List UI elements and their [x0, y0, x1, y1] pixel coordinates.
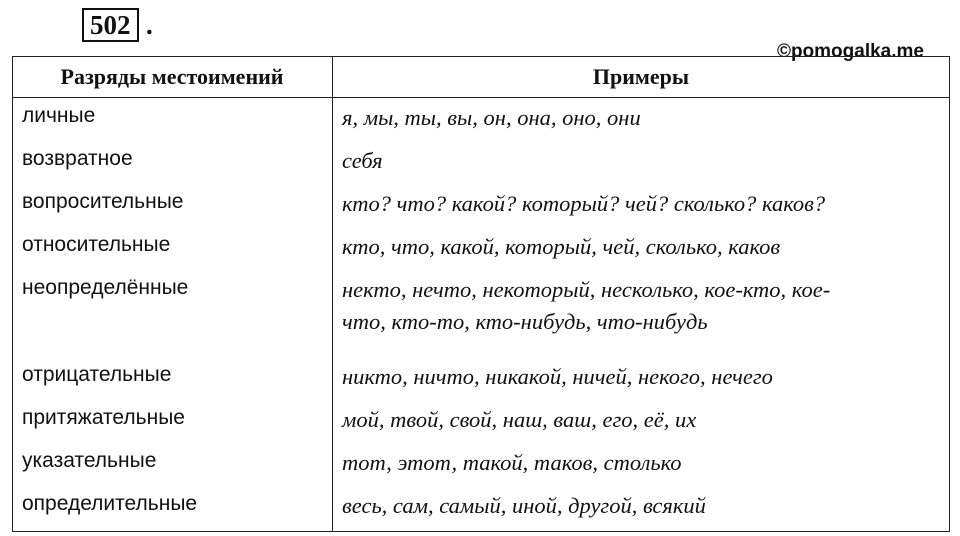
row-examples: я, мы, ты, вы, он, она, оно, они	[342, 105, 641, 130]
row-category: возвратное	[22, 147, 133, 170]
exercise-number: 502	[82, 8, 139, 42]
row-category: отрицательные	[22, 363, 172, 386]
row-category: неопределённые	[22, 276, 189, 299]
watermark-text: ©pomogalka.me	[776, 41, 924, 62]
row-category: вопросительные	[22, 190, 184, 213]
table-header-divider	[12, 97, 950, 98]
row-examples: тот, этот, такой, таков, столько	[342, 450, 682, 475]
row-examples: весь, сам, самый, иной, другой, всякий	[342, 493, 706, 518]
row-examples: кто, что, какой, который, чей, сколько, каков	[342, 234, 781, 259]
row-category: определительные	[22, 492, 198, 515]
row-category: указательные	[22, 449, 157, 472]
row-examples: мой, твой, свой, наш, ваш, его, её, их	[342, 407, 697, 432]
row-category: относительные	[22, 233, 171, 256]
table-column-divider	[332, 56, 333, 532]
row-examples: некто, нечто, некоторый, несколько, кое-кто, кое- что, кто-то, кто-нибудь, что-нибудь	[342, 277, 831, 334]
row-category: притяжательные	[22, 406, 185, 429]
row-category: личные	[22, 104, 96, 127]
exercise-number-dot: .	[146, 10, 153, 40]
row-examples: кто? что? какой? который? чей? сколько? каков?	[342, 191, 826, 216]
header-category: Разряды местоимений	[60, 63, 284, 89]
header-examples: Примеры	[592, 63, 690, 89]
row-examples: себя	[342, 148, 383, 173]
row-examples: никто, ничто, никакой, ничей, некого, нечего	[342, 364, 773, 389]
